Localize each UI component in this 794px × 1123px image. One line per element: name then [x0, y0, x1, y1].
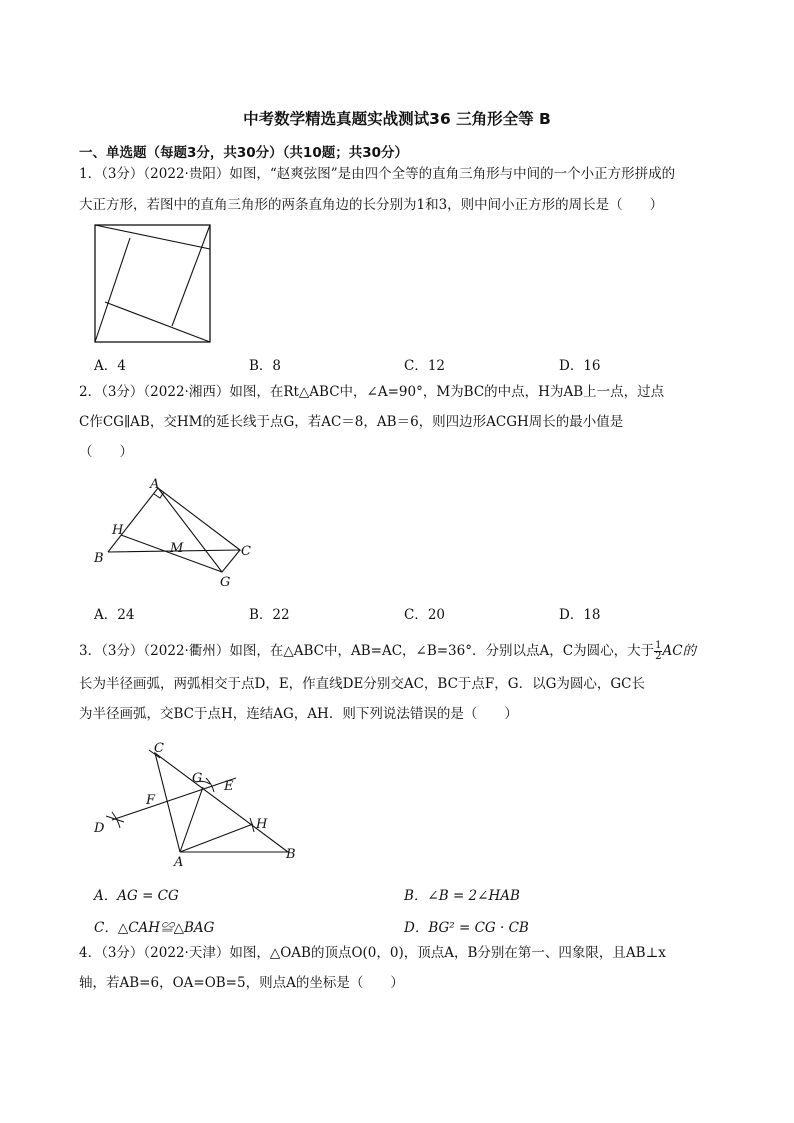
q2-label-a: A	[150, 477, 160, 492]
section-heading: 一、单选题（每题3分，共30分）（共10题；共30分）	[79, 145, 409, 161]
q3-label-a: A	[174, 855, 184, 866]
q2-figure	[90, 474, 260, 594]
q3-label-f: F	[146, 793, 156, 808]
q2-option-b[interactable]: B．22	[249, 607, 290, 623]
q4-line2: 轴，若AB=6，OA=OB=5，则点A的坐标是（ ）	[79, 975, 404, 991]
q3-label-h: H	[256, 817, 268, 832]
zhao-shuang-figure	[92, 222, 214, 346]
q2-label-c: C	[241, 544, 251, 559]
q2-option-c[interactable]: C．20	[404, 607, 446, 623]
q3-figure	[90, 736, 310, 866]
q3-line2: 长为半径画弧，两弧相交于点D，E，作直线DE分别交AC，BC于点F，G．以G为圆心，GC长	[79, 676, 645, 692]
q3-line1	[79, 641, 696, 662]
q3-line1-tail: AC的	[662, 643, 697, 659]
q2-label-g: G	[220, 575, 231, 590]
q1-option-a[interactable]: A．4	[94, 358, 126, 374]
q2-line1: 2．（3分）（2022·湘西）如图，在Rt△ABC中，∠A=90°，M为BC的中点，H为AB上一点，过点	[79, 384, 665, 400]
q3-label-d: D	[94, 821, 105, 836]
q2-line3: （ ）	[79, 444, 133, 460]
q3-label-b: B	[286, 847, 296, 862]
q3-line1-text: 3．（3分）（2022·衢州）如图，在△ABC中，AB=AC，∠B=36°．分别以点A，C为圆心，大于	[79, 643, 655, 659]
q1-line2: 大正方形，若图中的直角三角形的两条直角边的长分别为1和3，则中间小正方形的周长是（ ）	[79, 197, 664, 213]
q3-option-b[interactable]: B．∠B = 2∠HAB	[404, 888, 520, 904]
q3-option-a[interactable]: A．AG = CG	[94, 888, 179, 904]
q1-option-d[interactable]: D．16	[559, 358, 601, 374]
q3-option-c[interactable]: C．△CAH≌△BAG	[94, 920, 215, 936]
q4-line1: 4．（3分）（2022·天津）如图，△OAB的顶点O(0，0)，顶点A，B分别在第一、四象限，且AB⊥x	[79, 945, 666, 961]
q1-line1: 1．（3分）（2022·贵阳）如图，“赵爽弦图”是由四个全等的直角三角形与中间的一个小正方形拼成的	[79, 166, 676, 182]
q2-label-b: B	[94, 551, 104, 566]
q3-frac-den: 2	[655, 651, 662, 662]
q3-line3: 为半径画弧，交BC于点H，连结AG，AH．则下列说法错误的是（ ）	[79, 706, 518, 722]
q2-option-a[interactable]: A．24	[94, 607, 135, 623]
q3-option-d[interactable]: D．BG² = CG · CB	[404, 920, 529, 936]
q3-frac-num: 1	[655, 640, 662, 651]
q2-label-m: M	[170, 541, 184, 556]
q1-option-c[interactable]: C．12	[404, 358, 446, 374]
q1-option-b[interactable]: B．8	[249, 358, 282, 374]
q2-option-d[interactable]: D．18	[559, 607, 601, 623]
q3-label-e: E	[224, 779, 234, 794]
q3-label-g: G	[192, 771, 203, 786]
q2-label-h: H	[112, 523, 124, 538]
page-title: 中考数学精选真题实战测试36 三角形全等 B	[243, 110, 551, 128]
q2-line2: C作CG∥AB，交HM的延长线于点G，若AC＝8，AB＝6，则四边形ACGH周长的最小值是	[79, 414, 624, 430]
q3-label-c: C	[154, 741, 164, 756]
